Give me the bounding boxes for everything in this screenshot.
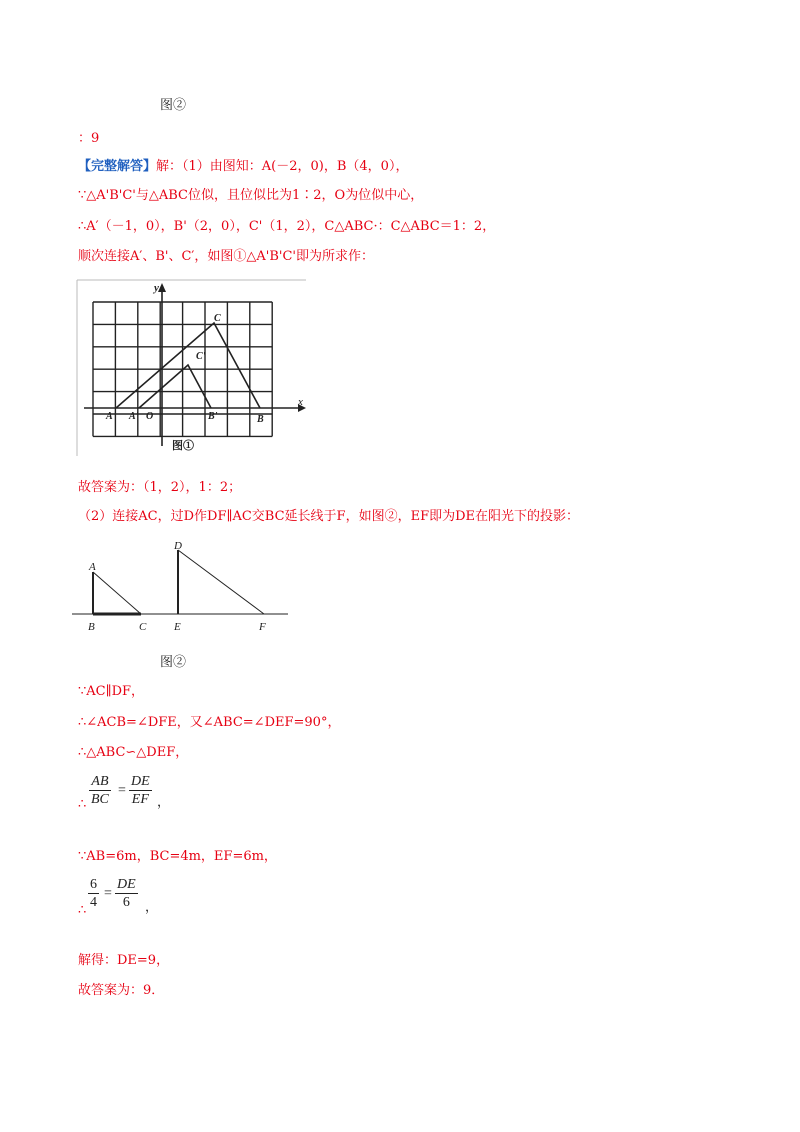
point-c-label: C (214, 313, 221, 324)
fraction-de-6 (115, 876, 138, 911)
solution-intro-line (78, 159, 408, 175)
figure-2-caption: 图② (160, 655, 187, 670)
label-b: B (88, 621, 95, 633)
denominator-6: 6 (122, 895, 130, 910)
figure-1-grid (76, 278, 308, 458)
label-e: E (174, 621, 181, 633)
therefore-symbol-1: ∴ (78, 797, 87, 812)
line-similar: ∵△A'B'C'与△ABC位似，且位似比为1∶2，O为位似中心， (78, 188, 424, 203)
equals-sign-2: = (104, 886, 112, 901)
point-b-prime-label: B' (208, 411, 218, 422)
therefore-symbol-2: ∴ (78, 903, 87, 918)
answer-part2: 故答案为：9． (78, 983, 165, 998)
label-c: C (139, 621, 147, 633)
part1-intro: 解：（1）由图知：A(－2，0)，B（4，0）， (156, 159, 409, 174)
point-a-prime-label: A' (129, 411, 139, 422)
point-b-label: B (257, 414, 264, 425)
denominator-bc: BC (91, 792, 109, 807)
denominator-4: 4 (90, 895, 97, 910)
figure-1-background (76, 278, 308, 458)
comma-2: ， (145, 900, 159, 915)
line-similar-triangles: ∴△ABC∽△DEF， (78, 745, 189, 760)
figure-caption-top: 图② (160, 98, 187, 113)
answer-part1: 故答案为：（1，2），1：2； (78, 480, 242, 495)
segment-df (178, 550, 264, 614)
label-f: F (259, 621, 266, 633)
numerator-de-2: DE (117, 877, 136, 892)
equals-sign-1: = (118, 783, 126, 798)
part2-intro: （2）连接AC，过D作DF∥AC交BC延长线于F，如图②，EF即为DE在阳光下的投影： (78, 509, 579, 524)
line-parallel: ∵AC∥DF， (78, 684, 145, 699)
fraction-de-ef (129, 773, 152, 808)
line-angles: ∴∠ACB=∠DFE，又∠ABC=∠DEF=90°， (78, 715, 341, 730)
comma-1: ， (157, 795, 171, 810)
point-a-label: A (106, 411, 113, 422)
line-given: ∵AB=6m，BC=4m，EF=6m， (78, 849, 277, 864)
fraction-ab-bc (89, 773, 111, 808)
label-a: A (89, 561, 96, 573)
line-connect: 顺次连接A′、B'、C′，如图①△A'B'C'即为所求作： (78, 249, 374, 264)
numerator-de: DE (131, 774, 150, 789)
x-axis-label: x (298, 396, 303, 408)
figure-2-diagram (70, 538, 292, 636)
line-coords: ∴A′（－1，0），B'（2，0），C'（1，2），C△ABC·：C△ABC＝1：2， (78, 219, 496, 234)
figure-1-caption: 图① (172, 440, 194, 452)
denominator-ef: EF (131, 792, 149, 807)
y-axis-label: y (154, 282, 159, 294)
label-d: D (174, 540, 182, 552)
numerator-ab: AB (89, 773, 111, 791)
point-c-prime-label: C' (196, 351, 206, 362)
solution-tag: 【完整解答】 (78, 159, 157, 174)
line-result: 解得：DE=9， (78, 953, 170, 968)
answer-top: ：9 (78, 131, 100, 146)
numerator-6: 6 (90, 877, 97, 892)
origin-label: O (146, 411, 154, 422)
fraction-6-4 (88, 876, 99, 911)
segment-ac (93, 572, 141, 614)
